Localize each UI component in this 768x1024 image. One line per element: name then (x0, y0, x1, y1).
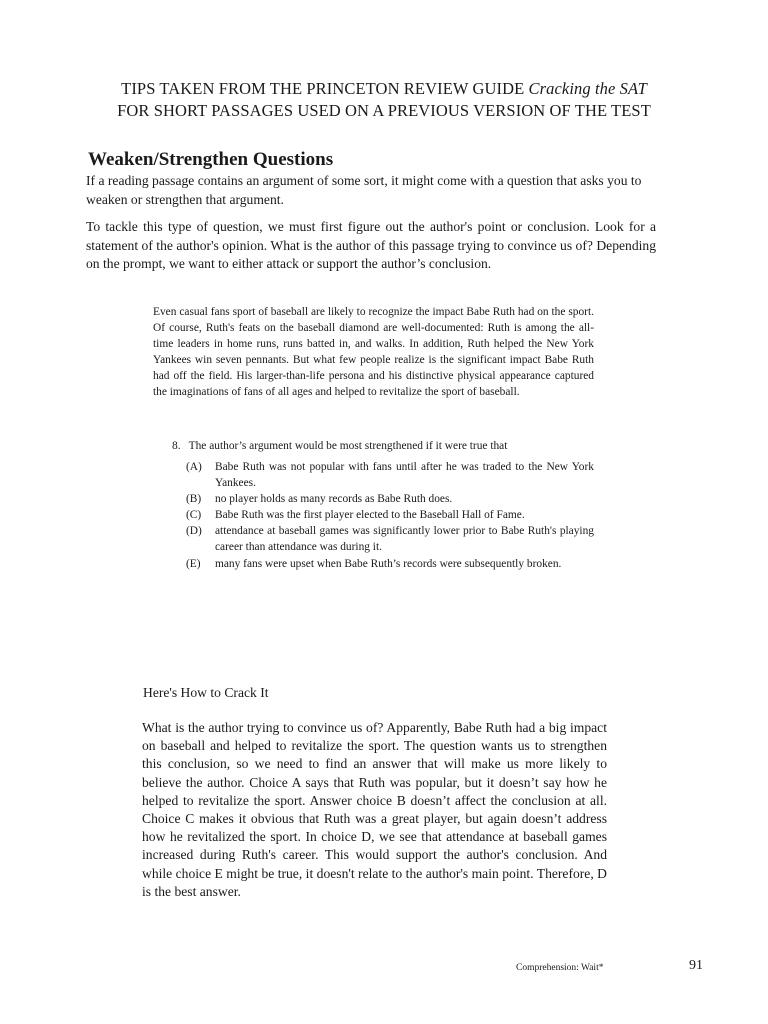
explanation-paragraph: What is the author trying to convince us of? Apparently, Babe Ruth had a big impact on baseball and helped to revitalize the sport. The question wants us to strengthen this conclusion, so we need to find an answer that will make us more likely to believe the author. Choice A says that Ruth was popular, but it doesn’t say how he helped to revitalize the sport. Answer choice B doesn’t affect the conclusion at all. Choice C makes it obvious that Ruth was a great player, but again doesn’t address how he revitalized the sport. In choice D, we see that attendance at baseball games increased during Ruth's career. This would support the author's conclusion. And while choice E might be true, it doesn't relate to the author's main point. Therefore, D is the best answer. (142, 720, 607, 899)
choice-text: many fans were upset when Babe Ruth’s records were subsequently broken. (215, 557, 562, 570)
reading-passage: Even casual fans sport of baseball are likely to recognize the impact Babe Ruth had on the sport. Of course, Ruth's feats on the baseball diamond are well-documented: Ruth is among the all-time leaders in home runs, runs batted in, and walks. In addition, Ruth helped the New York Yankees win seven pennants. But what few people realize is the significant impact Babe Ruth had off the field. His larger-than-life persona and his distinctive physical appearance captured the imaginations of fans of all ages and helped to revitalize the sport of baseball. (153, 306, 594, 399)
choice-letter: (D) (186, 525, 202, 538)
page-number: 91 (689, 958, 703, 973)
answer-choice-d (186, 523, 594, 555)
crack-heading: Here's How to Crack It (143, 685, 269, 700)
choice-letter: (B) (186, 493, 202, 506)
page-title-line2: FOR SHORT PASSAGES USED ON A PREVIOUS VERSION OF THE TEST (117, 101, 651, 120)
choice-text: Babe Ruth was the first player elected to the Baseball Hall of Fame. (215, 509, 525, 522)
title-prefix: TIPS TAKEN FROM THE PRINCETON REVIEW GUIDE (121, 79, 529, 98)
book-title: Cracking the SAT (528, 79, 647, 98)
choice-text: Babe Ruth was not popular with fans until after he was traded to the New York Yankees. (215, 461, 594, 490)
question-number: 8. (172, 440, 181, 452)
question-stem (172, 440, 507, 452)
question-text: The author’s argument would be most strengthened if it were true that (188, 440, 508, 452)
answer-choice-a (186, 459, 594, 491)
choice-letter: (E) (186, 557, 201, 570)
choice-letter: (C) (186, 509, 202, 522)
section-heading: Weaken/Strengthen Questions (88, 149, 334, 170)
intro-paragraph-2: To tackle this type of question, we must first figure out the author's point or conclusion. Look for a statement of the author's opinion. What is the author of this passage trying to convince us of? Depending on the prompt, we want to either attack or support the author’s conclusion. (86, 219, 656, 271)
choice-text: no player holds as many records as Babe Ruth does. (215, 493, 453, 506)
answer-choice-c (186, 507, 594, 523)
page-title-line1 (0, 79, 768, 99)
footer-label: Comprehension: Wait* (516, 963, 604, 973)
choice-text: attendance at baseball games was significantly lower prior to Babe Ruth's playing career than attendance was during it. (215, 525, 594, 554)
answer-choice-b (186, 491, 594, 507)
choice-letter: (A) (186, 461, 202, 473)
answer-choice-e (186, 556, 594, 572)
answer-choices (186, 459, 594, 572)
intro-paragraph-1: If a reading passage contains an argument of some sort, it might come with a question that asks you to weaken or strengthen that argument. (86, 173, 642, 207)
